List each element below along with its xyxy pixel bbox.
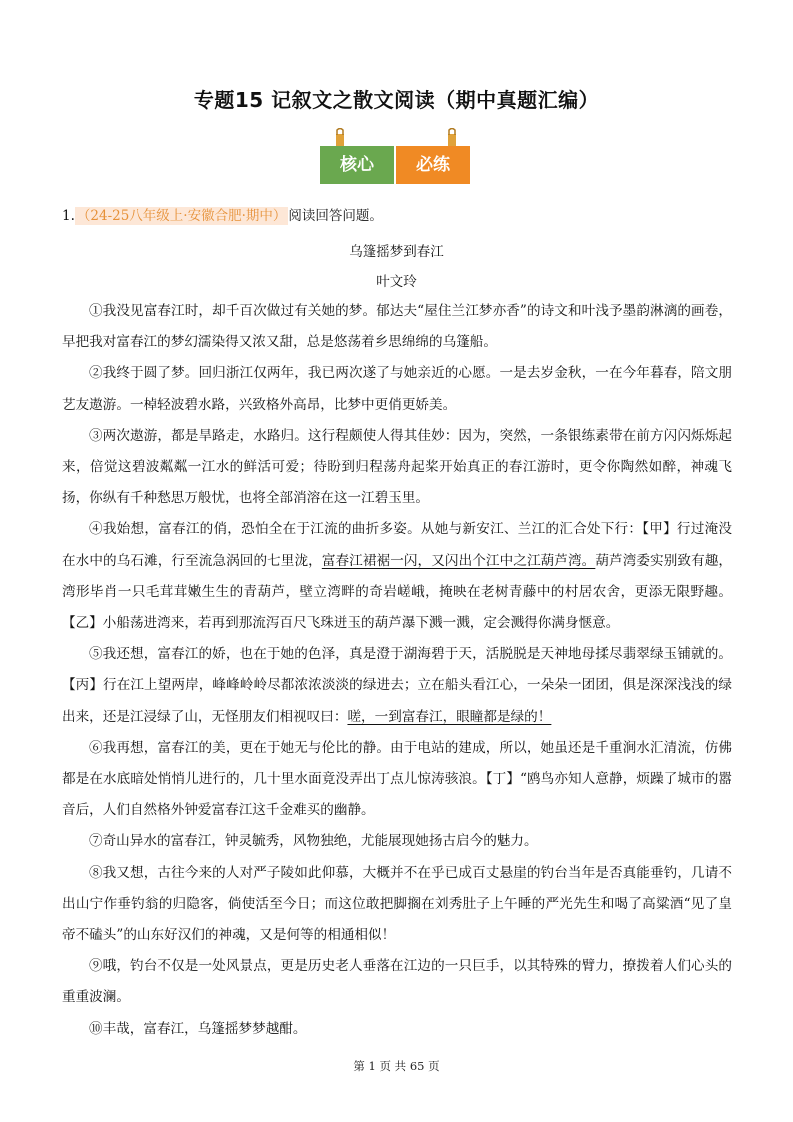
underlined-sentence: 富春江裙裾一闪，又闪出个江中之江葫芦湾。 bbox=[321, 552, 596, 569]
question-source-tag: （24-25八年级上·安徽合肥·期中） bbox=[76, 208, 287, 224]
passage-body bbox=[62, 296, 732, 1045]
binder-clip-icon bbox=[446, 128, 458, 146]
paragraph: ①我没见富春江时，却千百次做过有关她的梦。郁达夫“屋住兰江梦亦香”的诗文和叶浅予墨韵淋漓的画卷，早把我对富春江的梦幻濡染得又浓又甜，总是悠荡着乡思绵绵的乌篷船。 bbox=[62, 303, 732, 351]
paragraph: ③两次遨游，都是旱路走，水路归。这行程颇使人得其佳妙：因为，突然，一条银练素带在前方闪闪烁烁起来，倍觉这碧波粼粼一江水的鲜活可爱；待盼到归程荡舟起桨开始真正的春江游时，更令你陶然如醉，神魂飞扬，你纵有千种愁思万般忧，也将全部消溶在这一江碧玉里。 bbox=[62, 427, 732, 507]
page-title: 专题15 记叙文之散文阅读（期中真题汇编） bbox=[193, 88, 600, 112]
paragraph: ⑦奇山异水的富春江，钟灵毓秀，风物独绝，尤能展现她扬古启今的魅力。 bbox=[89, 833, 538, 850]
paragraph-text: ④我始想，富春江的俏，恐怕全在于江流的曲折多姿。从她与新安江、兰江的汇合处下行：【甲】行过淹没在水中的乌石滩，行至流急涡回的七里泷， bbox=[62, 521, 732, 569]
passage-title: 乌篷摇梦到春江 bbox=[349, 244, 444, 260]
underlined-sentence: 嗟，一到富春江，眼瞳都是绿的！ bbox=[347, 708, 552, 725]
badge-core-label: 核心 bbox=[320, 146, 394, 184]
paragraph bbox=[62, 514, 732, 639]
paragraph: ⑩丰哉，富春江，乌篷摇梦梦越酣。 bbox=[89, 1020, 307, 1037]
page-footer: 第 1 页 共 65 页 bbox=[353, 1059, 440, 1073]
binder-clip-icon bbox=[334, 128, 346, 146]
question-number: 1. bbox=[62, 208, 75, 224]
badge-practice-label: 必练 bbox=[396, 146, 470, 184]
paragraph bbox=[62, 639, 732, 733]
paragraph: ⑥我再想，富春江的美，更在于她无与伦比的静。由于电站的建成，所以，她虽还是千重涧水汇清流，仿佛都是在水底暗处悄悄儿进行的，几十里水面竟没弄出丁点儿惊涛骇浪。【丁】“鸥鸟亦知人意静，烦躁了城市的嚣音后，人们自然格外钟爱富春江这千金难买的幽静。 bbox=[62, 739, 732, 819]
paragraph: ⑨哦，钓台不仅是一处风景点，更是历史老人垂落在江边的一只巨手，以其特殊的臂力，撩拨着人们心头的重重波澜。 bbox=[62, 958, 732, 1006]
paragraph: ⑧我又想，古往今来的人对严子陵如此仰慕，大概并不在乎已成百丈悬崖的钓台当年是否真能垂钓，几请不出山宁作垂钓翁的归隐客，倘使活至今日；而这位敢把脚搁在刘秀肚子上午睡的严光先生和喝了高粱酒“见了皇帝不磕头”的山东好汉们的神魂，又是何等的相通相似！ bbox=[62, 864, 732, 944]
paragraph: ②我终于圆了梦。回归浙江仅两年，我已两次遂了与她亲近的心愿。一是去岁金秋，一在今年暮春，陪文朋艺友遨游。一棹轻波碧水路，兴致格外高昂，比梦中更俏更娇美。 bbox=[62, 365, 732, 413]
core-practice-badge bbox=[320, 128, 472, 186]
question-prompt: 阅读回答问题。 bbox=[288, 208, 383, 224]
paragraph-text: 葫芦湾委实别致有趣，湾形毕肖一只毛茸茸嫩生生的青葫芦，壁立湾畔的奇岩嵯峨，掩映在老树青藤中的村居农舍，更添无限野趣。【乙】小船荡进湾来，若再到那流泻百尺飞珠迸玉的葫芦瀑下溅一溅，定会溅得你满身惬意。 bbox=[62, 552, 733, 632]
question-header bbox=[62, 206, 383, 226]
passage-author: 叶文玲 bbox=[376, 274, 417, 290]
paragraph-text: ⑤我还想，富春江的娇，也在于她的色泽，真是澄于湖海碧于天，活脱脱是天神地母揉尽翡翠绿玉铺就的。【丙】行在江上望两岸，峰峰岭岭尽都浓浓淡淡的绿进去；立在船头看江心，一朵朵一团团，俱是深深浅浅的绿出来，还是江浸绿了山，无怪朋友们相视叹曰： bbox=[62, 646, 732, 725]
